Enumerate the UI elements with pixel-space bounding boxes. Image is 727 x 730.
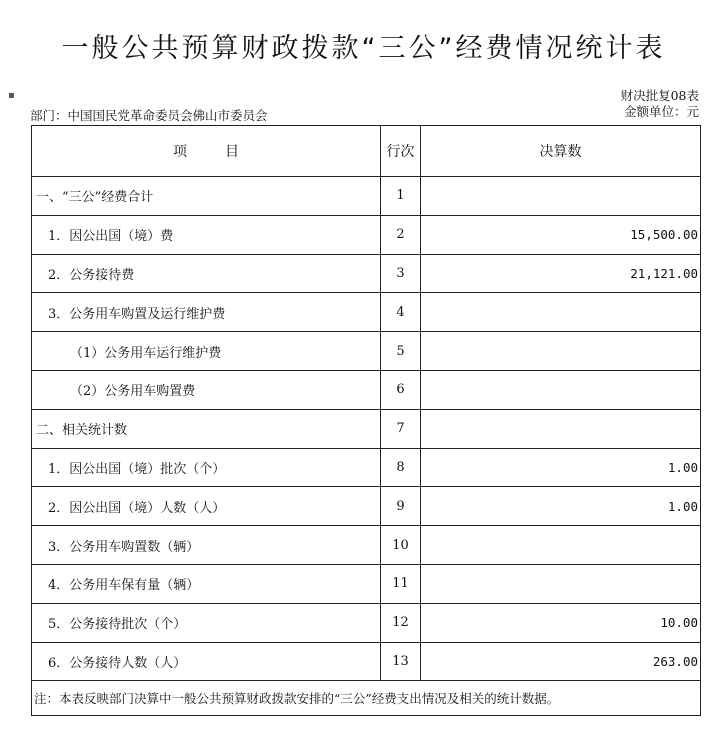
table-row bbox=[32, 215, 701, 254]
table-row bbox=[32, 293, 701, 332]
row-amount bbox=[421, 526, 701, 565]
row-amount bbox=[421, 177, 701, 216]
row-name: 5．公务接待批次（个） bbox=[32, 603, 381, 642]
table-row bbox=[32, 409, 701, 448]
table-row bbox=[32, 564, 701, 603]
row-amount bbox=[421, 332, 701, 371]
note-row bbox=[32, 681, 701, 716]
table-row bbox=[32, 487, 701, 526]
page-title: 一般公共预算财政拨款“三公”经费情况统计表 bbox=[61, 33, 666, 64]
row-name: 2．公务接待费 bbox=[32, 254, 381, 293]
table-row bbox=[32, 177, 701, 216]
row-name: 4．公务用车保有量（辆） bbox=[32, 564, 381, 603]
row-amount: 1.00 bbox=[421, 487, 701, 526]
row-line: 4 bbox=[381, 293, 421, 332]
row-name: 2．因公出国（境）人数（人） bbox=[32, 487, 381, 526]
table-row bbox=[32, 526, 701, 565]
scan-mark: ▪ bbox=[8, 90, 15, 101]
form-code: 财决批复08表 bbox=[620, 88, 699, 103]
header-line: 行次 bbox=[381, 126, 421, 177]
row-line: 12 bbox=[381, 603, 421, 642]
row-name: 6．公务接待人数（人） bbox=[32, 642, 381, 681]
row-name: 二、相关统计数 bbox=[32, 409, 381, 448]
form-meta bbox=[621, 88, 699, 120]
row-name: 3．公务用车购置数（辆） bbox=[32, 526, 381, 565]
row-line: 11 bbox=[381, 564, 421, 603]
row-amount bbox=[421, 293, 701, 332]
row-name: 1．因公出国（境）费 bbox=[32, 215, 381, 254]
row-amount: 263.00 bbox=[421, 642, 701, 681]
table-header-row bbox=[32, 126, 701, 177]
row-name: 1．因公出国（境）批次（个） bbox=[32, 448, 381, 487]
row-name: （2）公务用车购置费 bbox=[32, 370, 381, 409]
row-amount: 21,121.00 bbox=[421, 254, 701, 293]
row-amount bbox=[421, 409, 701, 448]
table-row bbox=[32, 254, 701, 293]
row-line: 3 bbox=[381, 254, 421, 293]
table-row bbox=[32, 332, 701, 371]
table-row bbox=[32, 642, 701, 681]
row-line: 13 bbox=[381, 642, 421, 681]
row-line: 8 bbox=[381, 448, 421, 487]
row-line: 2 bbox=[381, 215, 421, 254]
row-line: 1 bbox=[381, 177, 421, 216]
row-line: 7 bbox=[381, 409, 421, 448]
row-amount bbox=[421, 564, 701, 603]
row-amount: 10.00 bbox=[421, 603, 701, 642]
header-amount: 决算数 bbox=[421, 126, 701, 177]
statistics-table bbox=[31, 125, 701, 716]
row-line: 9 bbox=[381, 487, 421, 526]
department-label: 部门：中国国民党革命委员会佛山市委员会 bbox=[30, 108, 268, 123]
row-amount: 15,500.00 bbox=[421, 215, 701, 254]
table-note: 注：本表反映部门决算中一般公共预算财政拨款安排的“三公”经费支出情况及相关的统计数据。 bbox=[32, 681, 701, 716]
currency-unit: 金额单位：元 bbox=[623, 104, 699, 119]
row-name: （1）公务用车运行维护费 bbox=[32, 332, 381, 371]
row-amount: 1.00 bbox=[421, 448, 701, 487]
row-name: 3．公务用车购置及运行维护费 bbox=[32, 293, 381, 332]
row-line: 10 bbox=[381, 526, 421, 565]
row-line: 5 bbox=[381, 332, 421, 371]
table-row bbox=[32, 448, 701, 487]
header-item: 项目 bbox=[32, 126, 381, 177]
table-row bbox=[32, 370, 701, 409]
row-name: 一、“三公”经费合计 bbox=[32, 177, 381, 216]
table-row bbox=[32, 603, 701, 642]
row-amount bbox=[421, 370, 701, 409]
row-line: 6 bbox=[381, 370, 421, 409]
